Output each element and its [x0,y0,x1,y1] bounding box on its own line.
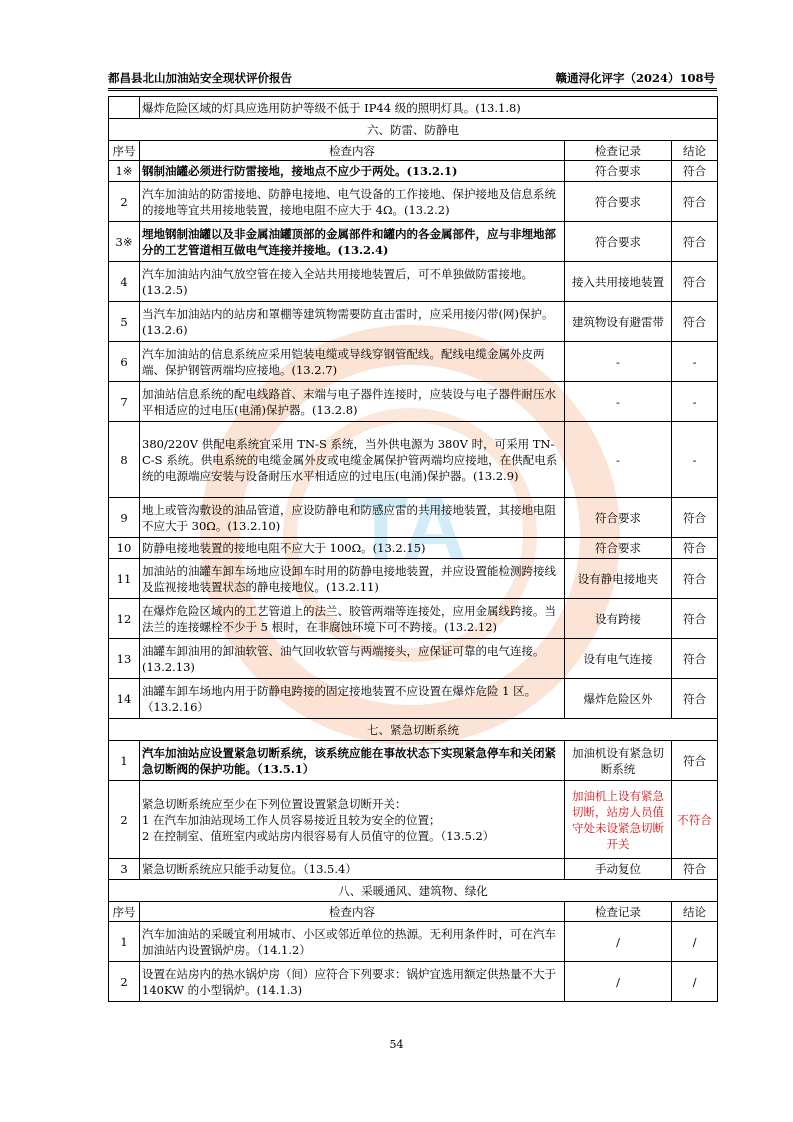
row-content: 当汽车加油站内的站房和罩棚等建筑物需要防直击雷时，应采用接闪带(网)保护。(13.2.6) [140,302,565,342]
row-no: 1※ [109,161,140,182]
row-content: 汽车加油站的采暖宜利用城市、小区或邻近单位的热源。无利用条件时，可在汽车加油站内设置锅炉房。（14.1.2） [140,922,565,962]
row-content: 汽车加油站内油气放空管在接入全站共用接地装置后，可不单独做防雷接地。(13.2.5) [140,262,565,302]
row-result: 符合 [672,222,718,262]
section-header-row [109,719,718,741]
column-header-row [109,141,718,161]
content-line: 2 在控制室、值班室内或站房内很容易有人员值守的位置。（13.5.2） [142,828,495,843]
row-content: 加油站信息系统的配电线路首、末端与电子器件连接时，应装设与电子器件耐压水平相适应的过电压(电涌)保护器。(13.2.8) [140,382,565,422]
table-row [109,161,718,182]
row-result: 符合 [672,859,718,880]
row-no: 14 [109,679,140,719]
table-row [109,679,718,719]
content-line: 紧急切断系统应至少在下列位置设置紧急切断开关： [142,796,407,811]
header-report-number: 赣通浔化评字（2024）108号 [555,71,715,85]
row-result: 符合 [672,559,718,599]
header-result: 结论 [672,902,718,922]
header-rule [108,88,717,89]
row-record: / [565,922,672,962]
row-record: 设有跨接 [565,599,672,639]
row-result: / [672,922,718,962]
table-row [109,342,718,382]
row-no: 3 [109,859,140,880]
table-row [109,97,718,119]
row-result: 符合 [672,639,718,679]
svg-text:TA: TA [353,480,467,580]
row-result: 符合 [672,741,718,781]
row-content: 紧急切断系统应只能手动复位。（13.5.4） [140,859,565,880]
header-content: 检查内容 [140,141,565,161]
row-result: 符合 [672,262,718,302]
row-record: 爆炸危险区外 [565,679,672,719]
row-record: 加油机设有紧急切断系统 [565,741,672,781]
table-row [109,859,718,880]
row-result: - [672,422,718,498]
table-row [109,639,718,679]
row-result: 符合 [672,182,718,222]
row-content: 设置在站房内的热水锅炉房（间）应符合下列要求：锅炉宜选用额定供热量不大于 140KW 的小型锅炉。(14.1.3) [140,962,565,1002]
row-content: 汽车加油站的防雷接地、防静电接地、电气设备的工作接地、保护接地及信息系统的接地等宜共用接地装置，接地电阻不应大于 4Ω。(13.2.2) [140,182,565,222]
row-no: 11 [109,559,140,599]
table-row [109,962,718,1002]
row-record: - [565,382,672,422]
table-row [109,498,718,538]
table-row [109,741,718,781]
row-record: 建筑物设有避雷带 [565,302,672,342]
row-no: 5 [109,302,140,342]
row-no: 10 [109,538,140,559]
row-record: 设有静电接地夹 [565,559,672,599]
page-number: 54 [389,1038,404,1051]
row-no: 1 [109,741,140,781]
row-content: 汽车加油站应设置紧急切断系统，该系统应能在事故状态下实现紧急停车和关闭紧急切断阀的保护功能。（13.5.1） [140,741,565,781]
header-rule-thin [108,90,717,91]
row-record: / [565,962,672,1002]
row-no: 9 [109,498,140,538]
row-content [140,781,565,859]
table-row [109,781,718,859]
row-no: 6 [109,342,140,382]
section-title-emergency: 七、紧急切断系统 [109,719,718,741]
row-record: 手动复位 [565,859,672,880]
row-content: 地上或管沟敷设的油品管道，应设防静电和防感应雷的共用接地装置，其接地电阻不应大于 30Ω。(13.2.10) [140,498,565,538]
table-row [109,559,718,599]
table-row [109,382,718,422]
row-no: 1 [109,922,140,962]
row-record: 接入共用接地装置 [565,262,672,302]
row-record: - [565,342,672,382]
row-result: / [672,962,718,1002]
table-row [109,422,718,498]
row-no: 2 [109,962,140,1002]
row-result: 符合 [672,538,718,559]
section-header-row [109,119,718,141]
row-no: 8 [109,422,140,498]
table-row [109,922,718,962]
table-row [109,302,718,342]
row-content: 防静电接地装置的接地电阻不应大于 100Ω。(13.2.15) [140,538,565,559]
row-no: 7 [109,382,140,422]
row-record-noncompliant: 加油机上设有紧急切断，站房人员值守处未设紧急切断开关 [565,781,672,859]
column-header-row [109,902,718,922]
section-title-lightning: 六、防雷、防静电 [109,119,718,141]
header-record: 检查记录 [565,141,672,161]
table-row [109,538,718,559]
row-result: 符合 [672,302,718,342]
row-record: 符合要求 [565,538,672,559]
row-record: 符合要求 [565,498,672,538]
row-content: 380/220V 供配电系统宜采用 TN-S 系统，当外供电源为 380V 时，可采用 TN-C-S 系统。供电系统的电缆金属外皮或电缆金属保护管两端均应接地，在供配电系统的电源端应安装与设备耐压水平相适应的过电压(电涌)保护器。(13.2.9) [140,422,565,498]
row-result: - [672,342,718,382]
row-no: 3※ [109,222,140,262]
row-content: 在爆炸危险区域内的工艺管道上的法兰、胶管两端等连接处，应用金属线跨接。当法兰的连接螺栓不少于 5 根时，在非腐蚀环境下可不跨接。(13.2.12) [140,599,565,639]
row-result: - [672,382,718,422]
table-row [109,222,718,262]
row-result: 符合 [672,599,718,639]
header-result: 结论 [672,141,718,161]
row-record: 设有电气连接 [565,639,672,679]
row-record: - [565,422,672,498]
row-result: 符合 [672,679,718,719]
row-result: 符合 [672,498,718,538]
row-content: 汽车加油站的信息系统应采用铠装电缆或导线穿钢管配线。配线电缆金属外皮两端、保护钢管两端均应接地。(13.2.7) [140,342,565,382]
header-report-title: 都昌县北山加油站安全现状评价报告 [108,71,292,85]
header-content: 检查内容 [140,902,565,922]
row-result: 符合 [672,161,718,182]
section-title-heating: 八、采暖通风、建筑物、绿化 [109,880,718,902]
content-cell: 爆炸危险区域的灯具应选用防护等级不低于 IP44 级的照明灯具。(13.1.8) [140,97,718,119]
content-line: 1 在汽车加油站现场工作人员容易接近且较为安全的位置； [142,812,441,827]
row-content: 埋地钢制油罐以及非金属油罐顶部的金属部件和罐内的各金属部件，应与非埋地部分的工艺管道相互做电气连接并接地。(13.2.4) [140,222,565,262]
table-row [109,262,718,302]
header-no: 序号 [109,902,140,922]
row-content: 加油站的油罐车卸车场地应设卸车时用的防静电接地装置，并应设置能检测跨接线及监视接地装置状态的静电接地仪。(13.2.11) [140,559,565,599]
row-content: 钢制油罐必须进行防雷接地，接地点不应少于两处。(13.2.1) [140,161,565,182]
header-record: 检查记录 [565,902,672,922]
table-row [109,599,718,639]
row-no: 2 [109,781,140,859]
row-record: 符合要求 [565,182,672,222]
row-result-noncompliant: 不符合 [672,781,718,859]
table-row [109,182,718,222]
inspection-table [108,96,718,1002]
row-no: 4 [109,262,140,302]
row-record: 符合要求 [565,161,672,182]
row-no: 12 [109,599,140,639]
row-no: 2 [109,182,140,222]
row-content: 油罐车卸车场地内用于防静电跨接的固定接地装置不应设置在爆炸危险 1 区。（13.2.16） [140,679,565,719]
row-no: 13 [109,639,140,679]
header-no: 序号 [109,141,140,161]
row-content: 油罐车卸油用的卸油软管、油气回收软管与两端接头，应保证可靠的电气连接。(13.2.13) [140,639,565,679]
section-header-row [109,880,718,902]
row-record: 符合要求 [565,222,672,262]
